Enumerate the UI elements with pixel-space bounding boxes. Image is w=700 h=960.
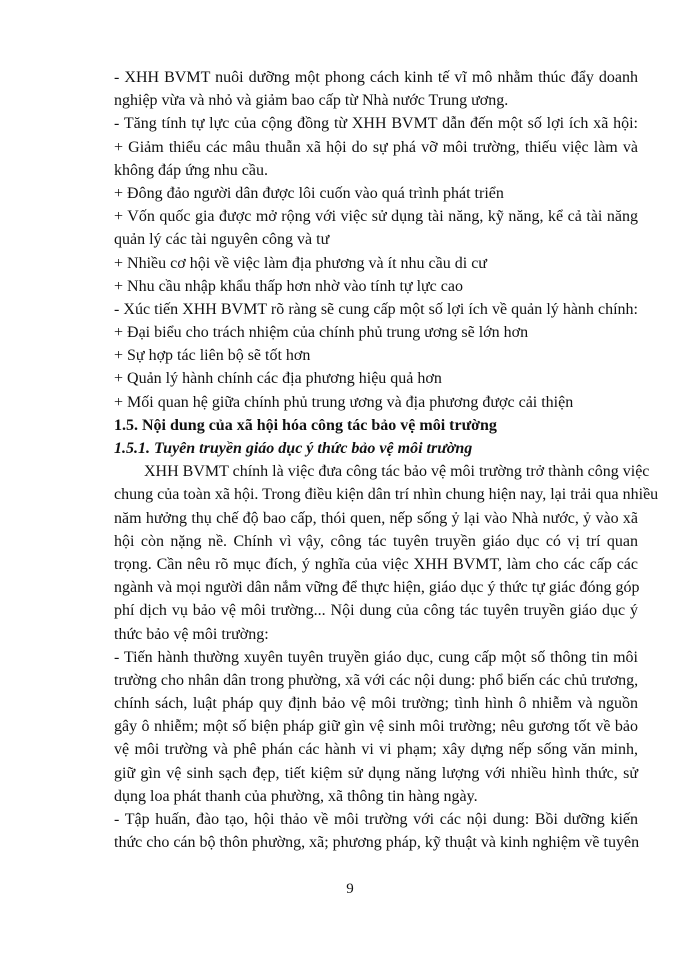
text-line: + Nhu cầu nhập khẩu thấp hơn nhờ vào tính tự lực cao	[114, 277, 463, 295]
text-line: chính sách, luật pháp quy định bảo vệ môi trường; tình hình ô nhiễm và nguồn	[114, 695, 638, 713]
text-line: + Sự hợp tác liên bộ sẽ tốt hơn	[114, 347, 311, 365]
text-line: chung của toàn xã hội. Trong điều kiện dân trí nhìn chung hiện nay, lại trải qua nhiều	[114, 486, 659, 504]
text-line: + Quản lý hành chính các địa phương hiệu quả hơn	[114, 370, 442, 388]
text-line: hội còn nặng nề. Chính vì vậy, công tác tuyên truyền giáo dục có vị trí quan	[114, 532, 638, 550]
text-line: vệ môi trường và phê phán các hành vi vi phạm; xây dựng nếp sống văn minh,	[114, 741, 638, 759]
text-line: + Nhiều cơ hội về việc làm địa phương và ít nhu cầu di cư	[114, 254, 487, 272]
page-number: 9	[346, 881, 354, 897]
text-line: + Đông đảo người dân được lôi cuốn vào quá trình phát triển	[114, 184, 504, 202]
text-line: gây ô nhiễm; một số biện pháp giữ gìn vệ sinh môi trường; nêu gương tốt về bảo	[114, 718, 638, 736]
text-line: trọng. Cần nêu rõ mục đích, ý nghĩa của việc XHH BVMT, làm cho các cấp các	[114, 555, 638, 573]
text-line: thức bảo vệ môi trường:	[114, 625, 269, 643]
text-line: nghiệp vừa và nhỏ và giảm bao cấp từ Nhà nước Trung ương.	[114, 92, 509, 110]
text-line: phí dịch vụ bảo vệ môi trường... Nội dung của công tác tuyên truyền giáo dục ý	[114, 602, 638, 620]
text-line: thức cho cán bộ thôn phường, xã; phương pháp, kỹ thuật và kinh nghiệm về tuyên	[114, 834, 640, 852]
text-line: năm hưởng thụ chế độ bao cấp, thói quen, nếp sống ỷ lại vào Nhà nước, ỷ vào xã	[114, 509, 638, 527]
text-line: dụng loa phát thanh của phường, xã thông tin hàng ngày.	[114, 787, 478, 805]
text-line: quản lý các tài nguyên công và tư	[114, 231, 330, 249]
text-line: XHH BVMT chính là việc đưa công tác bảo vệ môi trường trở thành công việc	[144, 463, 650, 481]
text-line: + Mối quan hệ giữa chính phủ trung ương và địa phương được cải thiện	[114, 393, 574, 411]
text-line: giữ gìn vệ sinh sạch đẹp, tiết kiệm sử dụng năng lượng với nhiều hình thức, sử	[114, 764, 638, 782]
text-line: ngành và mọi người dân nắm vững để thực hiện, giáo dục ý thức tự giác đóng góp	[114, 579, 640, 597]
text-line: - Tập huấn, đào tạo, hội thảo về môi trường với các nội dung: Bồi dưỡng kiến	[114, 811, 638, 828]
text-line: + Đại biểu cho trách nhiệm của chính phủ trung ương sẽ lớn hơn	[114, 324, 529, 342]
text-line: + Vốn quốc gia được mở rộng với việc sử dụng tài năng, kỹ năng, kể cả tài năng	[114, 208, 638, 226]
text-line: - Xúc tiến XHH BVMT rõ ràng sẽ cung cấp một số lợi ích về quản lý hành chính:	[114, 300, 638, 318]
subsection-heading: 1.5.1. Tuyên truyền giáo dục ý thức bảo vệ môi trường	[114, 440, 473, 457]
text-line: trường cho nhân dân trong phường, xã với các nội dung: phổ biến các chủ trương,	[114, 671, 639, 689]
text-line: - Tăng tính tự lực của cộng đồng từ XHH BVMT dẫn đến một số lợi ích xã hội:	[114, 115, 638, 133]
text-line: không đáp ứng nhu cầu.	[114, 161, 268, 179]
section-heading: 1.5. Nội dung của xã hội hóa công tác bảo vệ môi trường	[114, 416, 497, 434]
text-line: - Tiến hành thường xuyên tuyên truyền giáo dục, cung cấp một số thông tin môi	[114, 648, 638, 666]
text-line: - XHH BVMT nuôi dưỡng một phong cách kinh tế vĩ mô nhằm thúc đẩy doanh	[114, 69, 638, 86]
page-body	[114, 66, 659, 854]
text-line: + Giảm thiểu các mâu thuẫn xã hội do sự phá vỡ môi trường, thiếu việc làm và	[114, 138, 638, 156]
